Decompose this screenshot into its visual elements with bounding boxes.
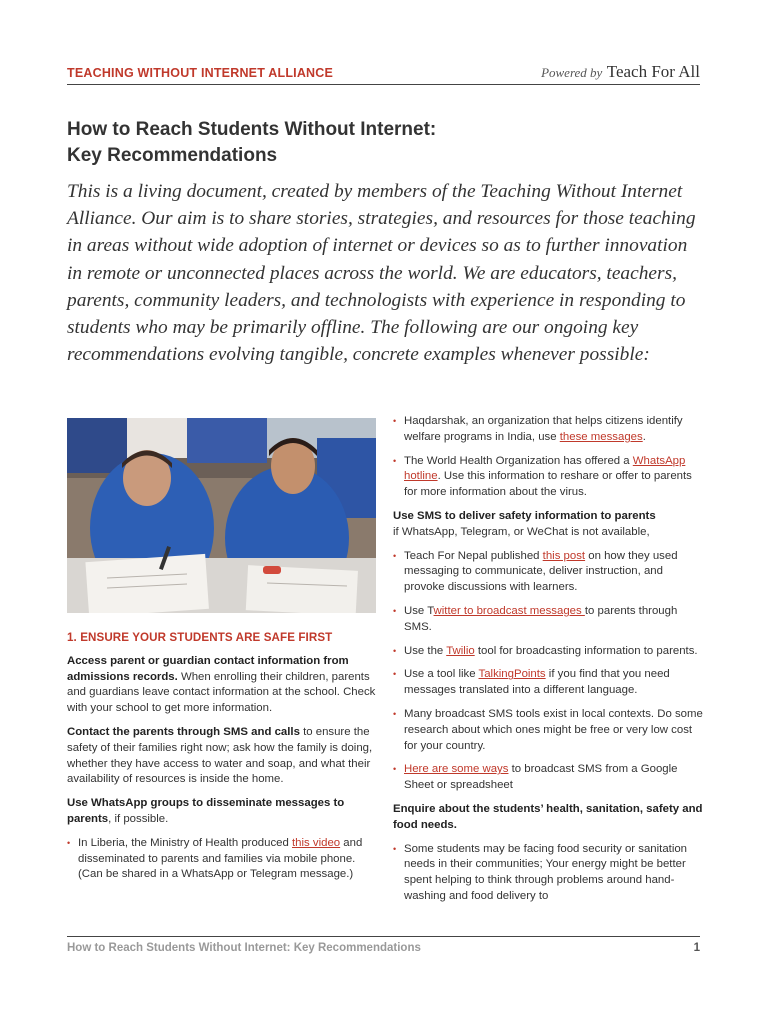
twitter-broadcast-link[interactable]: witter to broadcast messages — [433, 604, 585, 617]
alliance-name: TEACHING WITHOUT INTERNET ALLIANCE — [67, 66, 334, 80]
paragraph-bold-lead: Contact the parents through SMS and calls — [67, 725, 300, 738]
left-column — [67, 630, 379, 891]
list-item — [67, 836, 379, 883]
list-item-text: if you find that you need messages translated into a different language. — [404, 668, 670, 697]
list-item-text: to parents through SMS. — [404, 604, 678, 633]
title-line-1: How to Reach Students Without Internet: — [67, 119, 437, 140]
list-item-text: and disseminated to parents and families via mobile phone. (Can be shared in a WhatsApp or Telegram message.) — [78, 836, 363, 881]
brand-name: Teach For All — [606, 62, 700, 81]
paragraph-text: to ensure the safety of their families right now; ask how the family is doing, whether they have access to water and soap, and what their availability of resources is inside the home. — [67, 725, 373, 786]
list-item-text: Use a tool like — [404, 668, 479, 681]
paragraph-sms — [393, 509, 703, 541]
paragraph-text: , if possible. — [108, 812, 169, 825]
list-item-text: Use the — [404, 644, 447, 657]
these-messages-link[interactable]: these messages — [559, 430, 643, 443]
whatsapp-hotline-link[interactable]: WhatsApp hotline — [404, 454, 686, 483]
intro-paragraph: This is a living document, created by members of the Teaching Without Internet Alliance. Our aim is to share stories, strategies, and resources for those teaching in areas without wide adoption of internet or devices so as to further innovation in remote or unconnected places across the world. We are educators, teachers, parents, community leaders, and technologists with experience in responding to students who may be primarily offline. The following are our ongoing key recommendations evolving tangible, concrete examples whenever possible: — [67, 181, 696, 366]
list-item — [393, 414, 703, 446]
this-video-link[interactable]: this video — [292, 836, 341, 849]
list-item — [393, 644, 703, 660]
list-item-text: to broadcast SMS from a Google Sheet or spreadsheet — [404, 763, 678, 792]
talkingpoints-link[interactable]: TalkingPoints — [478, 668, 546, 681]
list-item — [393, 454, 703, 501]
powered-by-logo — [541, 62, 700, 82]
list-item — [393, 842, 703, 905]
section-heading: 1. ENSURE YOUR STUDENTS ARE SAFE FIRST — [67, 631, 333, 644]
powered-by-label: Powered by — [541, 65, 603, 80]
page-title — [67, 117, 707, 169]
this-post-link[interactable]: this post — [542, 549, 586, 562]
paragraph-bold-lead: Access parent or guardian contact information from admissions records. — [67, 654, 349, 683]
list-item — [393, 549, 703, 596]
list-item-text: . Use this information to reshare or offer to parents for more information about the virus. — [404, 470, 692, 499]
paragraph-enquire: Enquire about the students’ health, sanitation, safety and food needs. — [393, 802, 703, 831]
list-item-text: on how they used messaging to communicate, deliver instruction, and provoke discussions with learners. — [404, 549, 678, 594]
list-item — [393, 667, 703, 699]
paragraph-contact-parents — [67, 725, 379, 788]
paragraph-contact-info — [67, 654, 379, 717]
paragraph-text: When enrolling their children, parents and guardians leave contact information at the school. Check with your school to get more information. — [67, 670, 376, 715]
list-item-text: tool for broadcasting information to parents. — [474, 644, 698, 657]
list-item-text: Use T — [404, 604, 434, 617]
list-item — [393, 762, 703, 794]
paragraph-bold-lead: Use SMS to deliver safety information to parents — [393, 509, 656, 522]
page-number: 1 — [693, 942, 700, 954]
list-item-text: Many broadcast SMS tools exist in local contexts. Do some research about which ones might be free or very low cost for your country. — [404, 707, 703, 752]
list-item-text: Some students may be facing food security or sanitation needs in their communities; Your energy might be better spent helping to think through problems around hand-washing and food delivery to — [404, 842, 688, 902]
list-item-text: Teach For Nepal published — [404, 549, 543, 562]
list-item — [393, 604, 703, 636]
list-item-text: . — [642, 430, 646, 443]
header-divider — [67, 84, 700, 85]
here-are-some-ways-link[interactable]: Here are some ways — [404, 763, 509, 776]
paragraph-bold-lead: Use WhatsApp groups to disseminate messages to parents — [67, 797, 345, 825]
list-item — [393, 707, 703, 754]
paragraph-whatsapp — [67, 796, 379, 828]
footer-divider — [67, 936, 700, 937]
students-photo — [67, 418, 376, 613]
list-item-text: In Liberia, the Ministry of Health produced — [78, 836, 293, 849]
title-line-2: Key Recommendations — [67, 145, 278, 166]
twilio-link[interactable]: Twilio — [446, 644, 475, 657]
paragraph-text: if WhatsApp, Telegram, or WeChat is not available, — [393, 525, 650, 538]
footer-title: How to Reach Students Without Internet: Key Recommendations — [67, 942, 421, 954]
list-item-text: The World Health Organization has offered a — [404, 454, 633, 467]
right-column — [393, 414, 703, 913]
list-item-text: Haqdarshak, an organization that helps citizens identify welfare programs in India, use — [404, 415, 683, 443]
